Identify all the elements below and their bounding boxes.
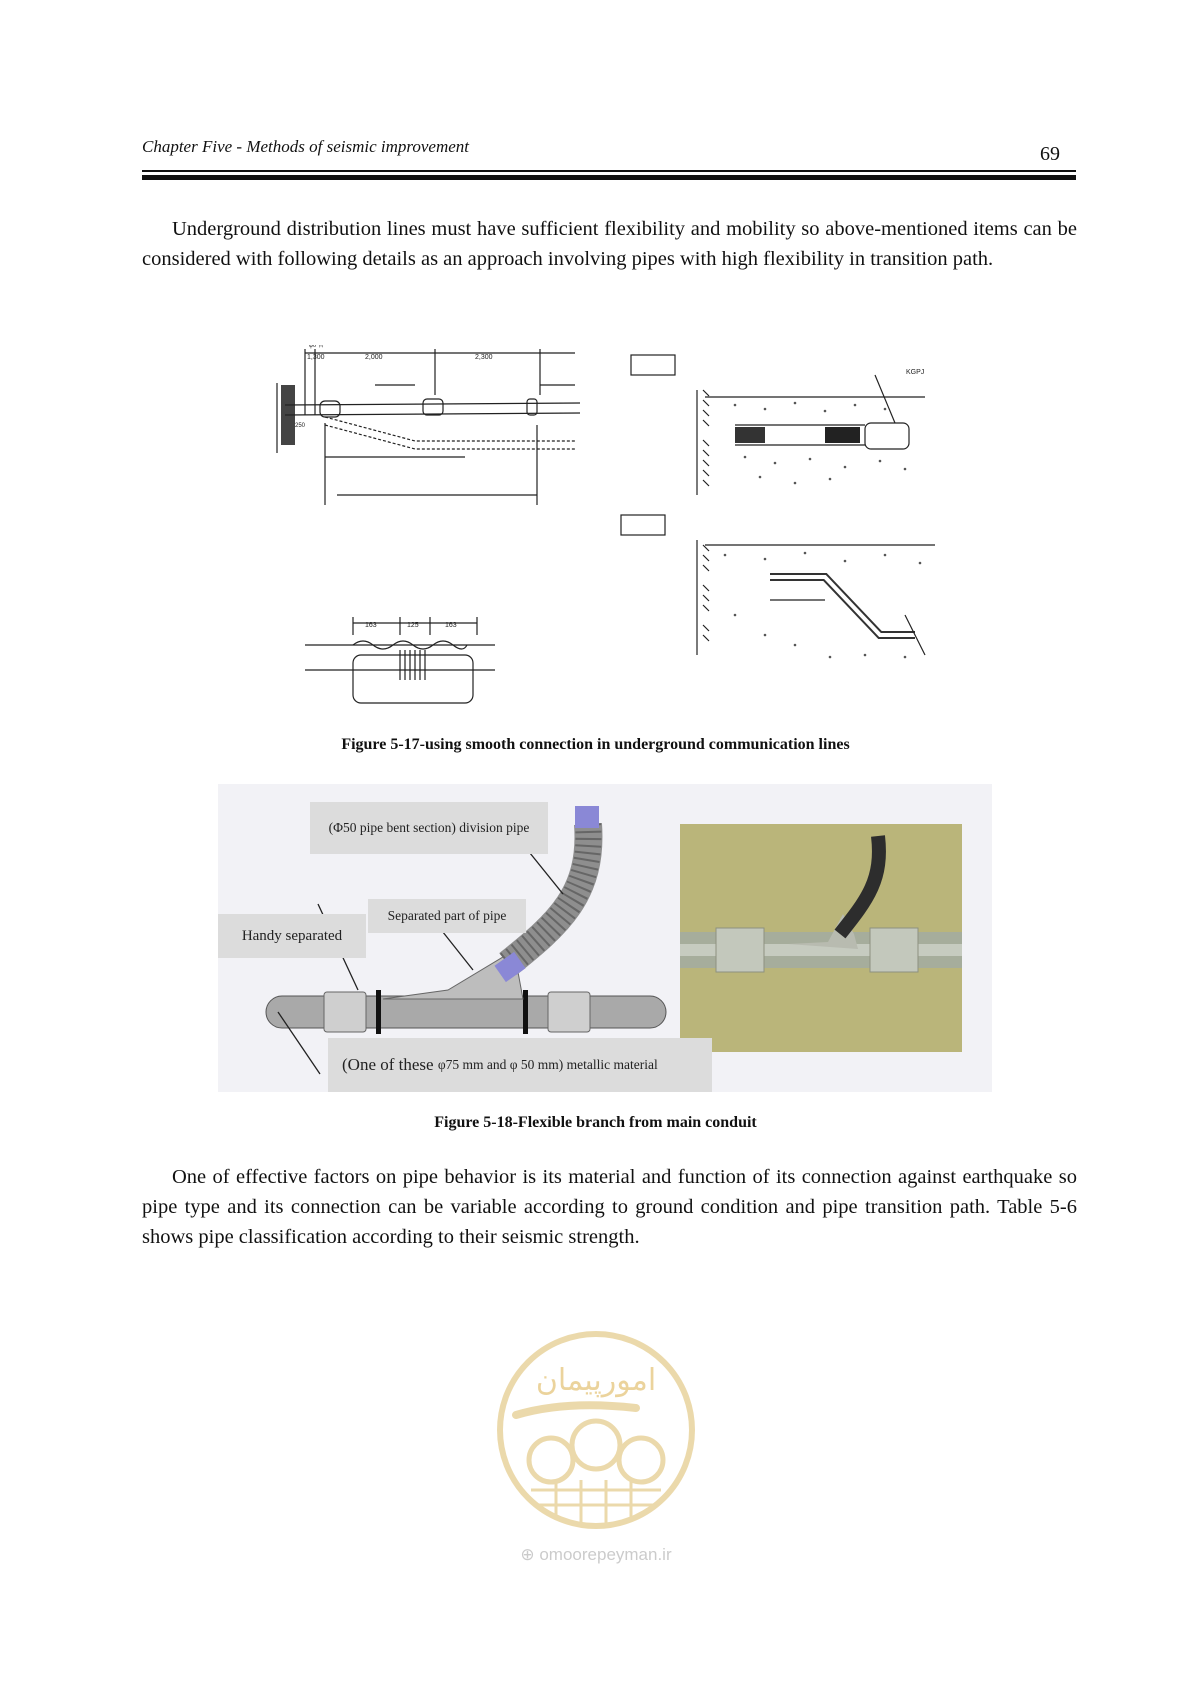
pipe-run-elevation	[277, 349, 580, 505]
soil-dots-bottom	[724, 552, 922, 659]
dim-joint-3: 163	[445, 622, 457, 629]
figure-5-17-caption: Figure 5-17-using smooth connection in underground communication lines	[341, 736, 850, 753]
figure-5-17-drawing	[265, 345, 965, 705]
figure-5-17	[265, 345, 965, 705]
watermark-site-text: omoorepeyman.ir	[539, 1545, 672, 1564]
label-metallic-material	[328, 1038, 712, 1092]
seal-block-2	[825, 427, 860, 443]
kgpj-tag: KGPJ	[906, 369, 925, 376]
dim-joint-2: 125	[407, 622, 419, 629]
svg-text:φ0 管: φ0 管	[309, 345, 324, 349]
page-number: 69	[1040, 143, 1060, 165]
label-metallic-rest: φ75 mm and φ 50 mm) metallic material	[437, 1057, 658, 1072]
joint-detail	[305, 617, 495, 703]
branch-cap	[575, 806, 599, 828]
watermark-site	[486, 1545, 706, 1565]
blank-label-box-bottom	[621, 515, 665, 535]
body-paragraph-1: Underground distribution lines must have sufficient flexibility and mobility so above-mentioned items can be considered with following details as an approach involving pipes with high flexibility in transition path.	[142, 218, 1077, 270]
header-rule-thick	[142, 175, 1076, 180]
label-handy-separated: Handy separated	[218, 914, 366, 958]
seal-block-1	[735, 427, 765, 443]
globe-icon: ⊕	[520, 1545, 535, 1564]
blank-label-box-top	[631, 355, 675, 375]
coupling-left	[324, 992, 366, 1032]
figure-5-18	[218, 784, 992, 1092]
watermark-logo	[486, 1320, 706, 1564]
label-separated-part: Separated part of pipe	[368, 899, 526, 933]
coupling-right	[548, 992, 590, 1032]
svg-text:250: 250	[295, 423, 306, 429]
dim-top-2: 2,000	[365, 354, 383, 361]
running-title: Chapter Five - Methods of seismic improvement	[142, 137, 470, 156]
body-paragraph-2: One of effective factors on pipe behavior is its material and function of its connection against earthquake so pipe type and its connection can be variable according to ground condition and pipe transition path. Table 5-6 shows pipe classification according to their seismic strength.	[142, 1166, 1077, 1248]
dim-top-3: 2,300	[475, 354, 493, 361]
svg-text:امورپیمان: امورپیمان	[535, 1364, 657, 1397]
label-division-pipe: (Φ50 pipe bent section) division pipe	[310, 802, 548, 854]
wall-penetration-bent	[697, 540, 935, 655]
dim-joint-1: 163	[365, 622, 377, 629]
figure-5-18-caption: Figure 5-18-Flexible branch from main conduit	[434, 1114, 757, 1131]
wall-penetration-straight	[697, 375, 925, 495]
label-metallic-prefix: (One of these	[342, 1055, 434, 1074]
header-rule-thin	[142, 170, 1076, 172]
watermark-seal	[486, 1320, 706, 1540]
dim-top-1: 1,300	[307, 354, 325, 361]
